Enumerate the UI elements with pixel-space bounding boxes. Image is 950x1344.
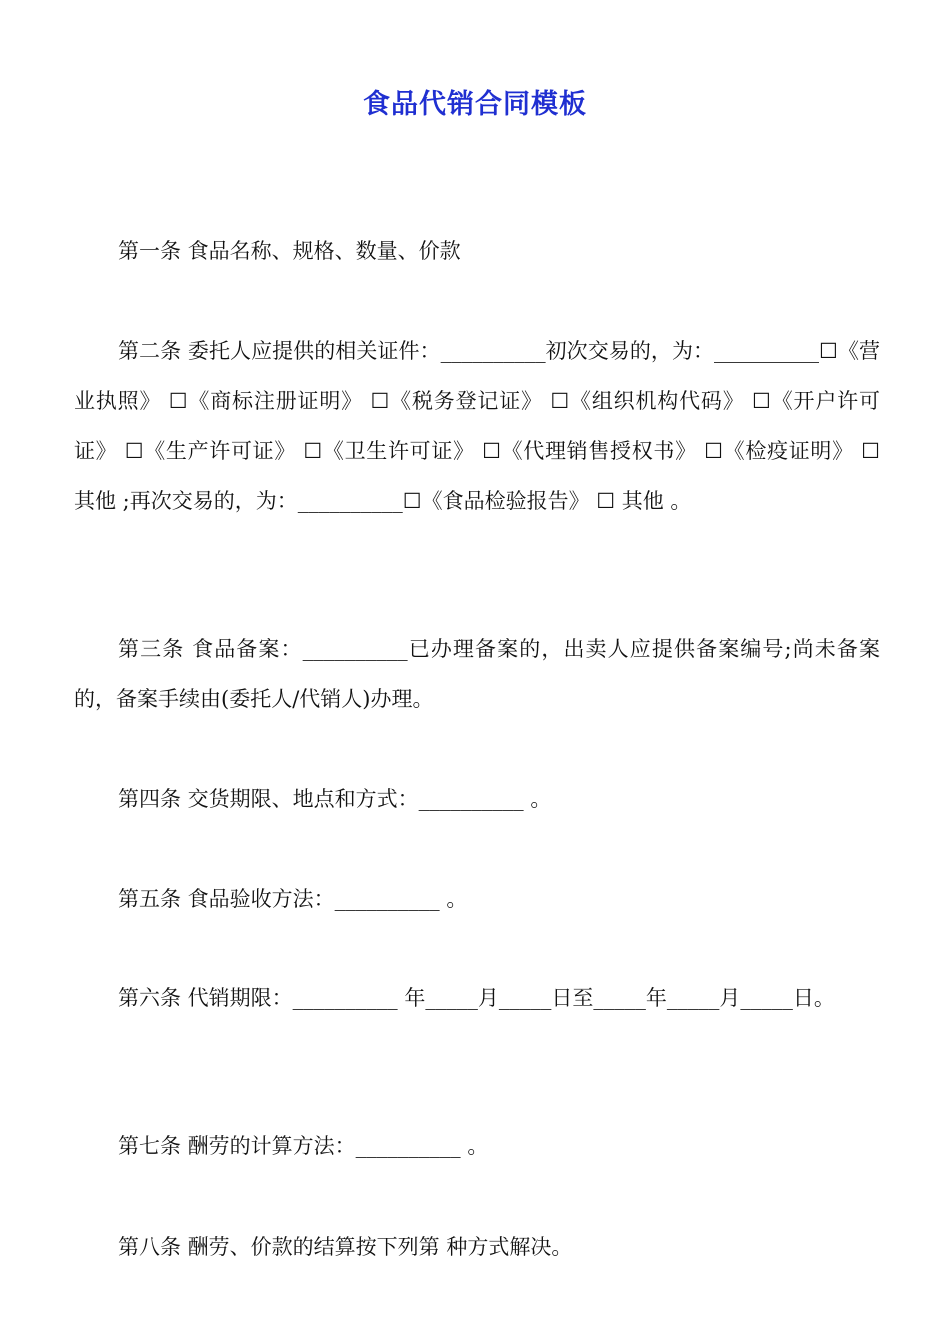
article-6: 第六条 代销期限：__________ 年_____月_____日至_____年_____月_____日。 (118, 986, 835, 1010)
article-1: 第一条 食品名称、规格、数量、价款 (118, 239, 461, 263)
article-8: 第八条 酬劳、价款的结算按下列第 种方式解决。 (118, 1235, 573, 1259)
article-2: 第二条 委托人应提供的相关证件：__________初次交易的，为：__________☐《营业执照》 ☐《商标注册证明》 ☐《税务登记证》 ☐《组织机构代码》 ☐《开户许可证》 ☐《生产许可证》 ☐《卫生许可证》 ☐《代理销售授权书》 ☐《检疫证明》 ☐ 其他 ;再次交易的，为：__________☐《食品检验报告》 ☐ 其他 。 (74, 339, 880, 513)
article-3: 第三条 食品备案：__________已办理备案的，出卖人应提供备案编号;尚未备案的，备案手续由(委托人/代销人)办理。 (74, 637, 880, 711)
article-7: 第七条 酬劳的计算方法：__________ 。 (118, 1134, 489, 1158)
article-5: 第五条 食品验收方法：__________ 。 (118, 887, 468, 911)
document-title: 食品代销合同模板 (363, 89, 587, 120)
article-4: 第四条 交货期限、地点和方式：__________ 。 (118, 787, 552, 811)
